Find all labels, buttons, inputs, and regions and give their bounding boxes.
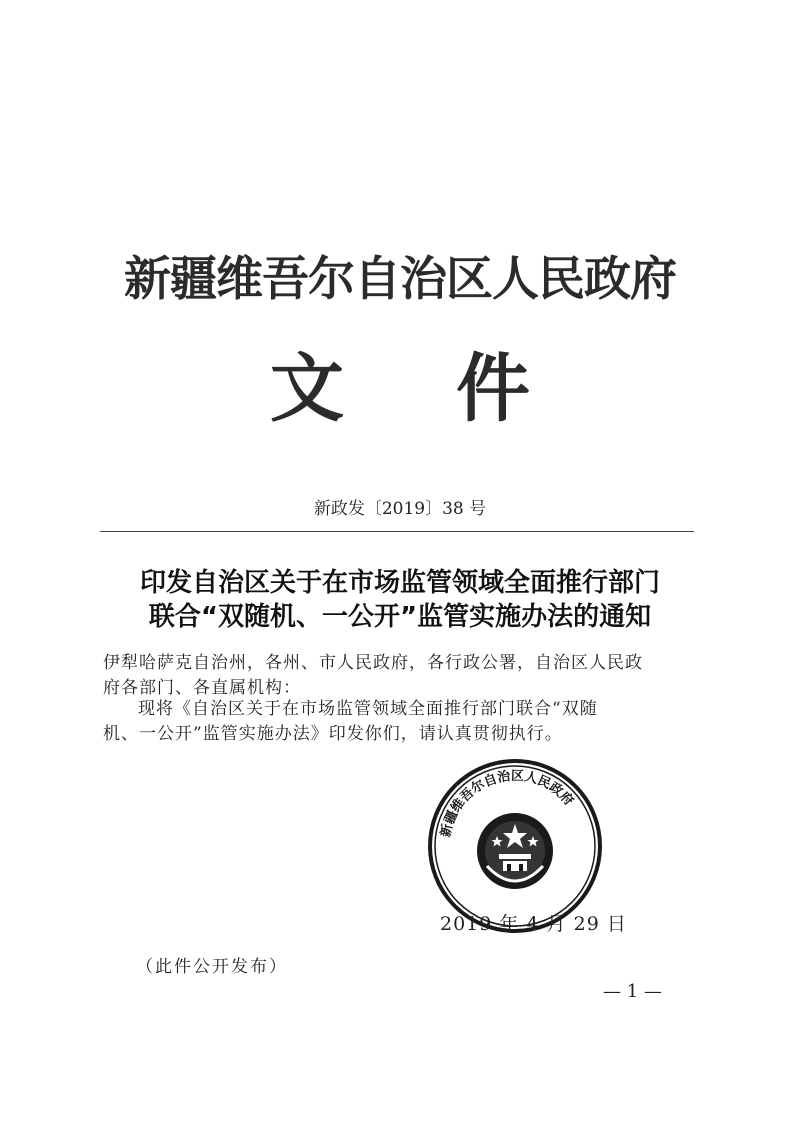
document-type-title bbox=[270, 330, 530, 436]
recipients-line-2: 府各部门、各直属机构： bbox=[103, 678, 301, 698]
header-divider bbox=[100, 531, 694, 532]
page-number: — 1 — bbox=[603, 981, 662, 1002]
doc-type-char-1: 文 bbox=[270, 346, 344, 432]
doc-type-char-2: 件 bbox=[456, 346, 530, 432]
signing-date: 2019 年 4 月 29 日 bbox=[440, 913, 627, 935]
seal-text: 新疆维吾尔自治区人民政府 bbox=[438, 768, 577, 839]
notice-title-line-1: 印发自治区关于在市场监管领域全面推行部门 bbox=[139, 568, 660, 598]
body-paragraph-line-1: 现将《自治区关于在市场监管领域全面推行部门联合“双随 bbox=[138, 699, 598, 719]
national-emblem-icon bbox=[477, 813, 553, 889]
recipients-line-1: 伊犁哈萨克自治州，各州、市人民政府，各行政公署，自治区人民政 bbox=[103, 653, 643, 673]
issuing-authority-title: 新疆维吾尔自治区人民政府 bbox=[124, 252, 676, 307]
document-number: 新政发〔2019〕38 号 bbox=[313, 499, 487, 519]
public-release-note: （此件公开发布） bbox=[136, 957, 288, 977]
notice-title-line-2: 联合“双随机、一公开”监管实施办法的通知 bbox=[148, 602, 652, 632]
body-paragraph-line-2: 机、一公开”监管实施办法》印发你们，请认真贯彻执行。 bbox=[103, 724, 563, 744]
